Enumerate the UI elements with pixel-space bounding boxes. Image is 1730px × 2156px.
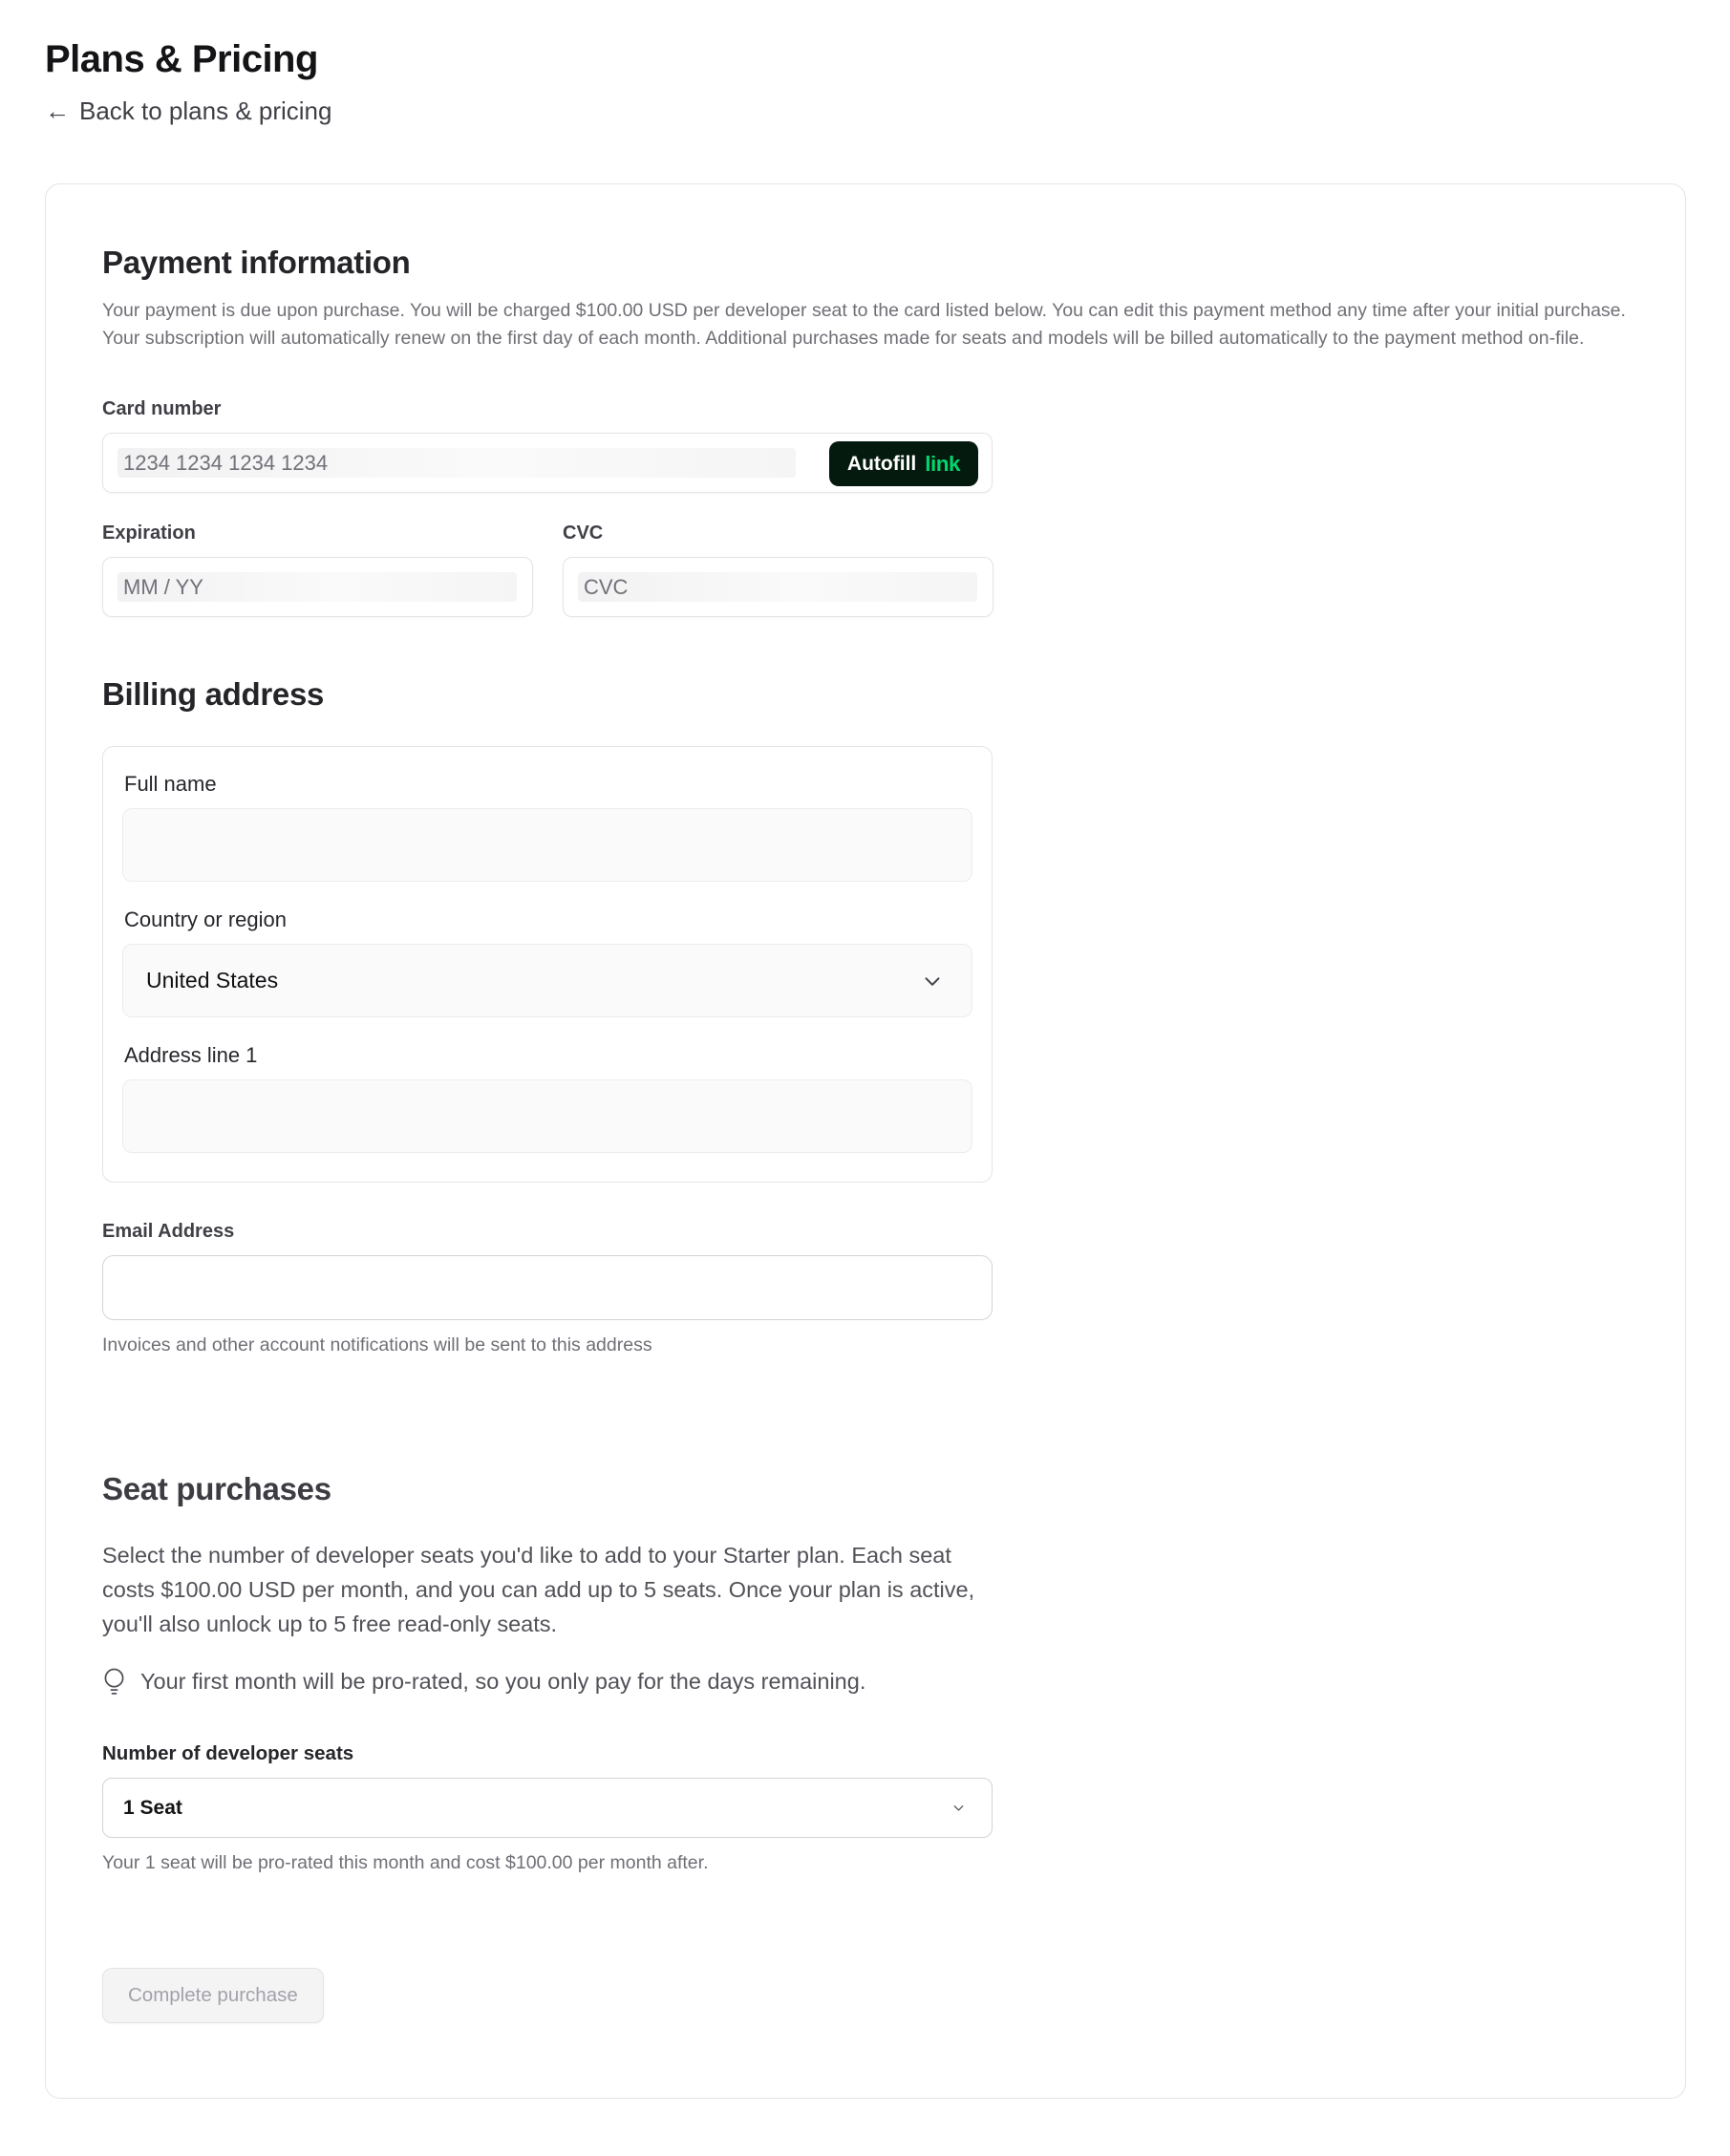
seat-purchases-description: Select the number of developer seats you'd like to add to your Starter plan. Each seat costs $100.00 USD per month, and you can add up to 5 seats. Once your plan is active, you'll also unlock up to 5 free read-only seats. [102,1543,975,1636]
email-helper-text: Invoices and other account notifications will be sent to this address [102,1334,652,1356]
card-number-label: Card number [102,398,222,419]
expiration-input[interactable] [102,557,533,617]
country-label: Country or region [124,907,287,931]
card-number-input[interactable] [102,433,993,493]
autofill-link-button[interactable] [829,441,978,486]
expiration-placeholder: MM / YY [123,574,203,599]
seat-purchases-heading: Seat purchases [102,1471,331,1506]
full-name-input[interactable] [122,808,972,882]
address-line1-label: Address line 1 [124,1043,258,1067]
seat-count-label: Number of developer seats [102,1742,354,1764]
full-name-label: Full name [124,772,217,796]
lightbulb-icon [102,1667,126,1697]
back-link-label: Back to plans & pricing [79,96,332,125]
country-select[interactable] [122,944,972,1017]
cvc-skeleton [578,572,977,602]
prorate-tip-text: Your first month will be pro-rated, so you only pay for the days remaining. [140,1669,866,1694]
expiration-label: Expiration [102,523,196,544]
seat-helper-text: Your 1 seat will be pro-rated this month and cost $100.00 per month after. [102,1852,709,1873]
billing-address-box [102,746,993,1183]
address-line1-input[interactable] [122,1079,972,1153]
back-link[interactable] [45,96,331,126]
link-brand-logo: link [925,451,960,476]
email-address-label: Email Address [102,1221,235,1242]
complete-purchase-button[interactable]: Complete purchase [102,1968,324,2023]
email-block [102,1221,1628,1356]
payment-description: Your payment is due upon purchase. You will be charged $100.00 USD per developer seat to the card listed below. You can edit this payment method any time after your initial purchase. Your subscription will automatically renew on the first day of each month. Additional purchases made for seats and models will be billed automatically to the payment method on-file. [102,300,1626,349]
page-title: Plans & Pricing [45,38,318,80]
prorate-tip [102,1667,1628,1697]
seat-purchases-section [102,1471,1628,2023]
autofill-label: Autofill [846,452,917,475]
cvc-label: CVC [563,523,604,544]
seat-count-selected-value: 1 Seat [123,1796,182,1819]
checkout-card [45,183,1686,2099]
cvc-input[interactable] [563,557,993,617]
card-number-placeholder: 1234 1234 1234 1234 [123,450,329,475]
chevron-down-icon [920,969,945,993]
country-selected-value: United States [146,968,279,993]
billing-address-heading: Billing address [102,676,325,712]
seat-count-select[interactable] [102,1778,993,1838]
chevron-down-icon [950,1800,967,1816]
back-arrow-icon: ← [45,96,70,125]
expiration-cvc-row [102,523,1628,617]
payment-information-heading: Payment information [102,245,411,280]
email-address-input[interactable] [102,1255,993,1320]
cvc-placeholder: CVC [584,574,629,599]
